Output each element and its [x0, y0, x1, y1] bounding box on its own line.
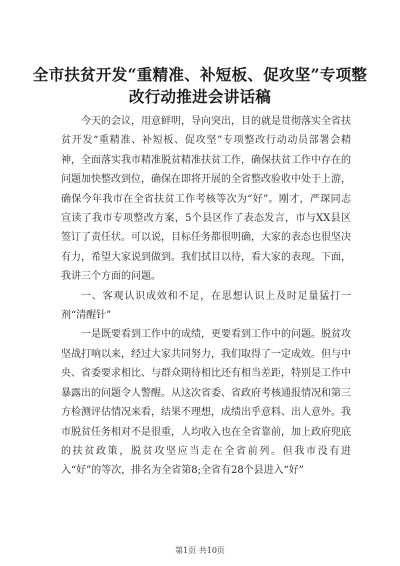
document-title: 全市扶贫开发“重精准、补短板、促攻坚”专项整改行动推进会讲话稿 [32, 65, 368, 106]
document-body [61, 112, 351, 481]
page-footer: 第1页 共10页 [175, 546, 225, 555]
section-heading: 一、客观认识成效和不足，在思想认识上及时足量猛打一剂“清醒针” [61, 290, 351, 322]
section-paragraph: 一是既要看到工作中的成绩，更要看到工作中的问题。脱贫攻坚战打响以来，经过大家共同努力，我们取得了一定成效。但与中央、省委要求相比、与群众期待相比还有相当差距，特别是工作中暴露出的问题令人警醒。从这次省委、省政府考核通报情况和第三方检测评估情况来看，结果不理想，成绩出乎意料、出人意外。我市脱贫任务相对不是很重，人均收入也在全省靠前，加上政府兜底的扶贫政策，脱贫攻坚应当走在全省前列。但我市没有进入“好”的等次，排名为全省第8;全省有28个县进入“好” [61, 329, 351, 477]
intro-paragraph: 今天的会议，用意鲜明，导向突出，目的就是贯彻落实全省扶贫开发“重精准、补短板、促攻坚”专项整改行动动员部署会精神，全面落实我市精准脱贫精准扶贫工作，确保扶贫工作中存在的问题加快整改到位，确保在即将开展的全省整改验收中处于上游，确保今年我市在全省扶贫工作考核等次为“好”。刚才，严琛同志宣读了我市专项整改方案，5个县区作了表态发言，市与XX县区签订了责任状。可以说，目标任务都很明确，大家的表态也很坚决有力，希望大家说到做到。我们拭目以待，看大家的表现。下面，我讲三个方面的问题。 [61, 116, 351, 283]
